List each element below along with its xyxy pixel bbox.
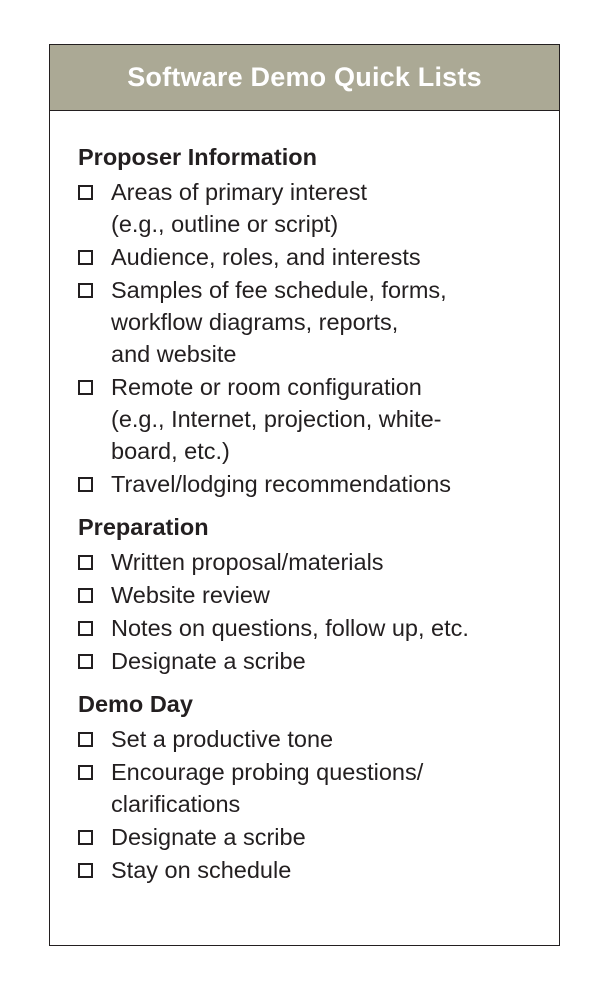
quick-lists-card xyxy=(49,44,560,946)
checklist-item xyxy=(78,614,539,644)
checklist-item-line: Designate a scribe xyxy=(111,648,306,674)
checklist-items xyxy=(78,178,539,500)
checklist-item-line: Encourage probing questions/ xyxy=(111,759,424,785)
checklist-item xyxy=(78,373,539,467)
checklist-item-text xyxy=(111,612,469,644)
checklist-item-text xyxy=(111,723,333,755)
checklist-item xyxy=(78,823,539,853)
checklist-item xyxy=(78,243,539,273)
checklist-item-line: Set a productive tone xyxy=(111,726,334,752)
checkbox-icon[interactable] xyxy=(78,250,93,265)
checklist-item-line: Written proposal/materials xyxy=(111,549,384,575)
checkbox-icon[interactable] xyxy=(78,477,93,492)
checklist-item-line: board, etc.) xyxy=(111,438,230,464)
checklist-item-line: Travel/lodging recommendations xyxy=(111,471,452,497)
checklist-item-line: Notes on questions, follow up, etc. xyxy=(111,615,469,641)
section-heading: Preparation xyxy=(78,514,209,540)
section-heading: Demo Day xyxy=(78,691,193,717)
checklist-item xyxy=(78,178,539,240)
checkbox-icon[interactable] xyxy=(78,588,93,603)
card-title: Software Demo Quick Lists xyxy=(127,62,482,92)
checklist-items xyxy=(78,725,539,886)
checklist-item-line: Designate a scribe xyxy=(111,824,306,850)
checklist-item-text xyxy=(111,756,423,820)
checklist-item-text xyxy=(111,546,384,578)
checklist-item-line: clarifications xyxy=(111,791,241,817)
section-heading: Proposer Information xyxy=(78,144,317,170)
checklist-item-text xyxy=(111,579,270,611)
checkbox-icon[interactable] xyxy=(78,621,93,636)
checklist-section xyxy=(78,690,539,886)
checklist-item-text xyxy=(111,241,421,273)
checklist-items xyxy=(78,548,539,677)
checklist-item-text xyxy=(111,821,306,853)
checklist-item-line: workflow diagrams, reports, xyxy=(111,309,399,335)
checklist-section xyxy=(78,143,539,500)
checklist-item-line: Samples of fee schedule, forms, xyxy=(111,277,447,303)
checklist-item-line: Website review xyxy=(111,582,270,608)
card-header xyxy=(50,45,559,111)
checklist-item xyxy=(78,276,539,370)
checklist-item-text xyxy=(111,274,447,370)
checklist-section xyxy=(78,513,539,677)
checklist-item-line: (e.g., outline or script) xyxy=(111,211,339,237)
checklist-item-line: (e.g., Internet, projection, white- xyxy=(111,406,442,432)
checkbox-icon[interactable] xyxy=(78,185,93,200)
checklist-item xyxy=(78,647,539,677)
checklist-item xyxy=(78,470,539,500)
checklist-item xyxy=(78,758,539,820)
card-body xyxy=(78,143,539,889)
checklist-item-text xyxy=(111,468,451,500)
checklist-item-text xyxy=(111,645,306,677)
checkbox-icon[interactable] xyxy=(78,283,93,298)
checkbox-icon[interactable] xyxy=(78,830,93,845)
checklist-item xyxy=(78,725,539,755)
checkbox-icon[interactable] xyxy=(78,380,93,395)
checkbox-icon[interactable] xyxy=(78,654,93,669)
checklist-item xyxy=(78,856,539,886)
checklist-item-line: and website xyxy=(111,341,237,367)
checkbox-icon[interactable] xyxy=(78,863,93,878)
checklist-item-line: Audience, roles, and interests xyxy=(111,244,421,270)
checklist-item-line: Stay on schedule xyxy=(111,857,292,883)
checklist-item-line: Areas of primary interest xyxy=(111,179,367,205)
checklist-item-text xyxy=(111,371,441,467)
checkbox-icon[interactable] xyxy=(78,732,93,747)
checkbox-icon[interactable] xyxy=(78,555,93,570)
checklist-item-line: Remote or room configuration xyxy=(111,374,422,400)
checkbox-icon[interactable] xyxy=(78,765,93,780)
checklist-item xyxy=(78,581,539,611)
checklist-item xyxy=(78,548,539,578)
checklist-item-text xyxy=(111,854,291,886)
checklist-item-text xyxy=(111,176,367,240)
